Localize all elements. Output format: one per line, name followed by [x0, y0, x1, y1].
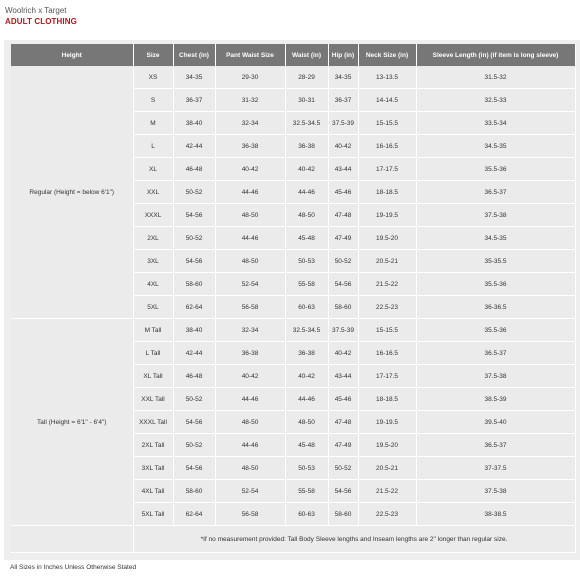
- table-cell: 42-44: [173, 135, 215, 158]
- table-cell: 54-56: [173, 250, 215, 273]
- table-cell: L: [133, 135, 173, 158]
- table-cell: 42-44: [173, 342, 215, 365]
- table-cell: 13-13.5: [358, 66, 416, 89]
- table-cell: 31-32: [215, 89, 285, 112]
- size-chart-table: [11, 44, 576, 553]
- table-cell: 50-52: [173, 388, 215, 411]
- table-cell: 54-56: [173, 457, 215, 480]
- height-group-label: Tall (Height = 6'1" - 6'4"): [11, 319, 133, 526]
- table-cell: 58-60: [173, 480, 215, 503]
- table-cell: 34-35: [173, 66, 215, 89]
- table-cell: 48-50: [215, 411, 285, 434]
- table-cell: 21.5-22: [358, 480, 416, 503]
- table-cell: 18-18.5: [358, 181, 416, 204]
- table-cell: 38-38.5: [416, 503, 575, 526]
- table-cell: 4XL: [133, 273, 173, 296]
- table-cell: 2XL: [133, 227, 173, 250]
- table-cell: XL Tall: [133, 365, 173, 388]
- table-cell: 50-52: [328, 250, 358, 273]
- table-cell: 34-35: [328, 66, 358, 89]
- column-header: Size: [133, 44, 173, 66]
- table-cell: 37.5-38: [416, 480, 575, 503]
- table-cell: 35.5-36: [416, 319, 575, 342]
- table-row: [11, 66, 575, 89]
- table-cell: 48-50: [215, 250, 285, 273]
- table-cell: 35.5-36: [416, 273, 575, 296]
- table-cell: 39.5-40: [416, 411, 575, 434]
- table-cell: 44-46: [215, 227, 285, 250]
- table-cell: 47-49: [328, 434, 358, 457]
- table-cell: 60-63: [285, 296, 328, 319]
- table-cell: 46-48: [173, 158, 215, 181]
- table-cell: 19-19.5: [358, 204, 416, 227]
- note-row: [11, 526, 575, 553]
- table-cell: 29-30: [215, 66, 285, 89]
- table-cell: 36-38: [285, 135, 328, 158]
- page-header: [0, 0, 580, 34]
- table-cell: 52-54: [215, 273, 285, 296]
- table-cell: L Tall: [133, 342, 173, 365]
- table-cell: 37.5-39: [328, 319, 358, 342]
- brand-name: Woolrich x Target: [5, 6, 67, 15]
- table-cell: 55-58: [285, 273, 328, 296]
- table-cell: 52-54: [215, 480, 285, 503]
- table-cell: 5XL Tall: [133, 503, 173, 526]
- table-cell: 16-16.5: [358, 342, 416, 365]
- table-cell: 44-46: [215, 388, 285, 411]
- table-cell: 54-56: [173, 204, 215, 227]
- table-cell: 48-50: [215, 457, 285, 480]
- table-cell: 35-35.5: [416, 250, 575, 273]
- table-cell: 37-37.5: [416, 457, 575, 480]
- table-cell: 40-42: [215, 365, 285, 388]
- table-cell: XL: [133, 158, 173, 181]
- table-cell: 37.5-38: [416, 365, 575, 388]
- footer-note: All Sizes in Inches Unless Otherwise Stated: [10, 564, 137, 571]
- table-cell: 55-58: [285, 480, 328, 503]
- table-cell: 17-17.5: [358, 158, 416, 181]
- table-cell: M: [133, 112, 173, 135]
- table-cell: 35.5-36: [416, 158, 575, 181]
- column-header: Hip (in): [328, 44, 358, 66]
- table-cell: 58-60: [328, 503, 358, 526]
- table-cell: 15-15.5: [358, 319, 416, 342]
- table-cell: 62-64: [173, 503, 215, 526]
- table-cell: 44-46: [285, 388, 328, 411]
- table-cell: 40-42: [285, 158, 328, 181]
- measurement-note: *If no measurement provided: Tall Body Sleeve lengths and Inseam lengths are 2" longer than regular size.: [133, 526, 575, 553]
- table-header-row: [11, 44, 575, 66]
- table-cell: 19.5-20: [358, 434, 416, 457]
- table-cell: 50-52: [173, 181, 215, 204]
- table-cell: 36-36.5: [416, 296, 575, 319]
- table-cell: 40-42: [328, 135, 358, 158]
- table-cell: 54-56: [173, 411, 215, 434]
- table-cell: 44-46: [215, 181, 285, 204]
- table-cell: 37.5-38: [416, 204, 575, 227]
- table-cell: 14-14.5: [358, 89, 416, 112]
- table-cell: 56-58: [215, 503, 285, 526]
- column-header: Pant Waist Size: [215, 44, 285, 66]
- note-spacer: [11, 526, 133, 553]
- table-cell: 3XL Tall: [133, 457, 173, 480]
- table-cell: 19.5-20: [358, 227, 416, 250]
- column-header: Chest (in): [173, 44, 215, 66]
- table-cell: 34.5-35: [416, 227, 575, 250]
- table-cell: XXXL Tall: [133, 411, 173, 434]
- table-cell: 19-19.5: [358, 411, 416, 434]
- table-cell: 20.5-21: [358, 457, 416, 480]
- table-cell: 38-40: [173, 112, 215, 135]
- table-cell: XXXL: [133, 204, 173, 227]
- table-cell: 18-18.5: [358, 388, 416, 411]
- table-cell: 44-46: [285, 181, 328, 204]
- column-header: Height: [11, 44, 133, 66]
- table-cell: 5XL: [133, 296, 173, 319]
- table-cell: 58-60: [173, 273, 215, 296]
- table-cell: 32-34: [215, 319, 285, 342]
- table-cell: 47-48: [328, 411, 358, 434]
- table-cell: 54-56: [328, 480, 358, 503]
- table-cell: S: [133, 89, 173, 112]
- table-cell: 4XL Tall: [133, 480, 173, 503]
- table-cell: 43-44: [328, 158, 358, 181]
- table-cell: 48-50: [215, 204, 285, 227]
- table-cell: 2XL Tall: [133, 434, 173, 457]
- column-header: Sleeve Length (in) (if item is long sleeve): [416, 44, 575, 66]
- table-cell: 37.5-39: [328, 112, 358, 135]
- table-cell: 36-38: [215, 342, 285, 365]
- table-cell: 33.5-34: [416, 112, 575, 135]
- table-cell: 45-46: [328, 388, 358, 411]
- table-cell: 30-31: [285, 89, 328, 112]
- table-cell: 43-44: [328, 365, 358, 388]
- table-cell: 62-64: [173, 296, 215, 319]
- table-cell: 45-46: [328, 181, 358, 204]
- table-cell: 22.5-23: [358, 296, 416, 319]
- table-row: [11, 319, 575, 342]
- table-cell: 50-52: [173, 227, 215, 250]
- table-cell: 50-52: [173, 434, 215, 457]
- column-header: Neck Size (in): [358, 44, 416, 66]
- table-cell: 50-53: [285, 457, 328, 480]
- table-cell: 20.5-21: [358, 250, 416, 273]
- table-cell: 44-46: [215, 434, 285, 457]
- table-cell: 36-37: [173, 89, 215, 112]
- table-cell: 40-42: [328, 342, 358, 365]
- table-cell: 56-58: [215, 296, 285, 319]
- table-cell: 36-38: [215, 135, 285, 158]
- table-cell: 60-63: [285, 503, 328, 526]
- table-cell: 45-48: [285, 434, 328, 457]
- table-cell: 34.5-35: [416, 135, 575, 158]
- table-body: [11, 66, 575, 553]
- table-cell: 50-52: [328, 457, 358, 480]
- table-cell: 58-60: [328, 296, 358, 319]
- table-cell: 38-40: [173, 319, 215, 342]
- height-group-label: Regular (Height = below 6'1"): [11, 66, 133, 319]
- table-cell: 50-53: [285, 250, 328, 273]
- table-cell: 36-37: [328, 89, 358, 112]
- table-cell: 48-50: [285, 411, 328, 434]
- table-cell: 3XL: [133, 250, 173, 273]
- column-header: Waist (in): [285, 44, 328, 66]
- table-cell: 54-56: [328, 273, 358, 296]
- table-cell: XS: [133, 66, 173, 89]
- table-cell: XXL: [133, 181, 173, 204]
- table-cell: 47-48: [328, 204, 358, 227]
- table-cell: M Tall: [133, 319, 173, 342]
- table-cell: 32.5-34.5: [285, 112, 328, 135]
- table-cell: 32.5-33: [416, 89, 575, 112]
- table-cell: 45-48: [285, 227, 328, 250]
- table-cell: 40-42: [215, 158, 285, 181]
- table-cell: 48-50: [285, 204, 328, 227]
- section-title: ADULT CLOTHING: [5, 17, 77, 26]
- table-cell: 38.5-39: [416, 388, 575, 411]
- table-cell: 47-49: [328, 227, 358, 250]
- table-cell: XXL Tall: [133, 388, 173, 411]
- table-cell: 36.5-37: [416, 181, 575, 204]
- table-cell: 22.5-23: [358, 503, 416, 526]
- table-cell: 15-15.5: [358, 112, 416, 135]
- table-cell: 16-16.5: [358, 135, 416, 158]
- table-cell: 36.5-37: [416, 342, 575, 365]
- table-cell: 32.5-34.5: [285, 319, 328, 342]
- table-cell: 36-38: [285, 342, 328, 365]
- table-cell: 28-29: [285, 66, 328, 89]
- table-cell: 21.5-22: [358, 273, 416, 296]
- table-cell: 40-42: [285, 365, 328, 388]
- table-cell: 36.5-37: [416, 434, 575, 457]
- table-cell: 17-17.5: [358, 365, 416, 388]
- table-cell: 32-34: [215, 112, 285, 135]
- table-cell: 31.5-32: [416, 66, 575, 89]
- table-cell: 46-48: [173, 365, 215, 388]
